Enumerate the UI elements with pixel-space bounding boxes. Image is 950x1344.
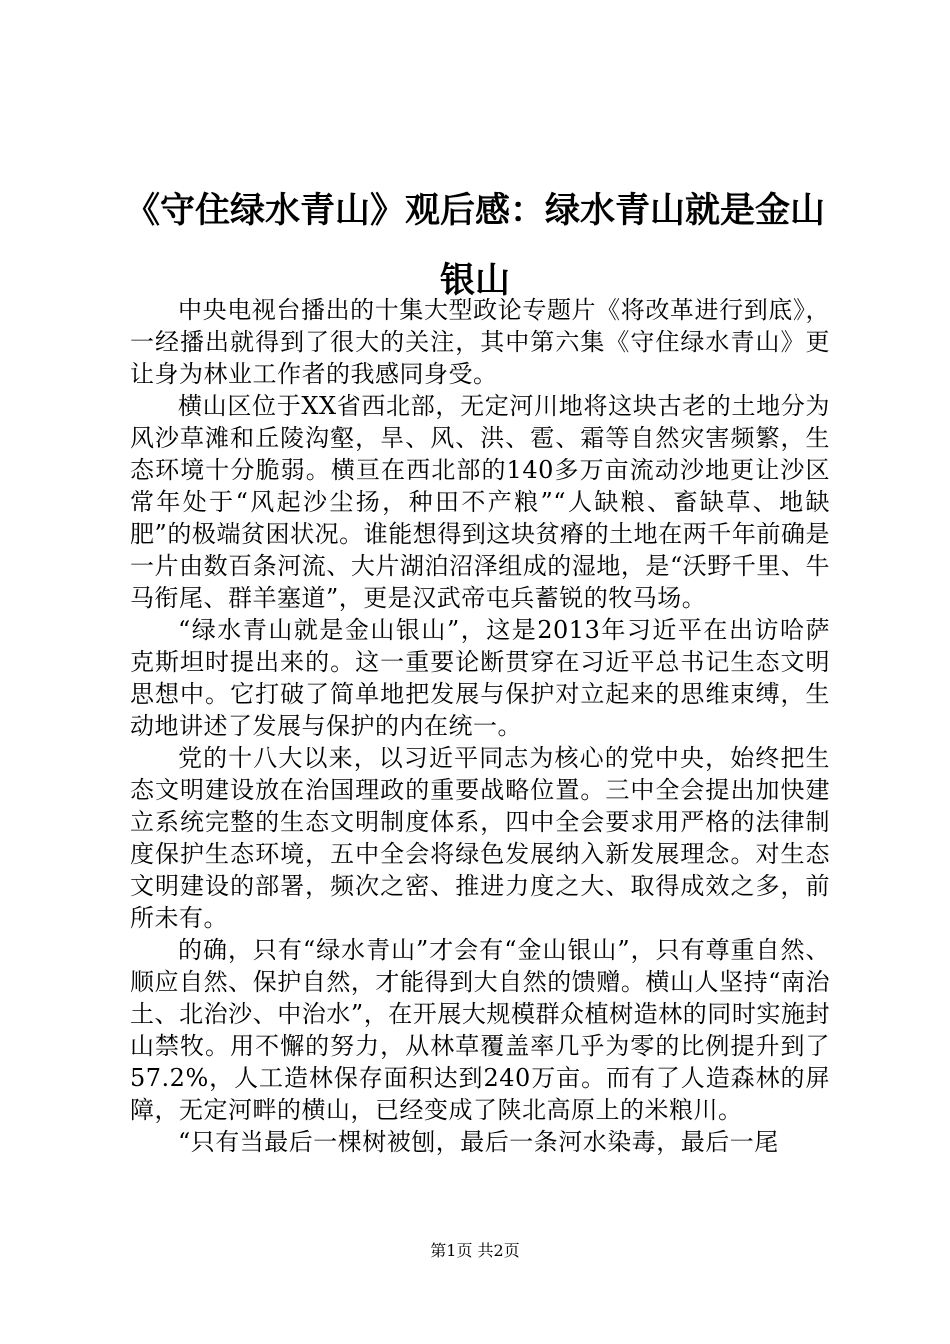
paragraph-3: “绿水青山就是金山银山”，这是2013年习近平在出访哈萨克斯坦时提出来的。这一重要论断贯穿在习近平总书记生态文明思想中。它打破了简单地把发展与保护对立起来的思维束缚，生动地讲述了发展与保护的内在统一。 (130, 616, 830, 740)
paragraph-1: 中央电视台播出的十集大型政论专题片《将改革进行到底》，一经播出就得到了很大的关注，其中第六集《守住绿水青山》更让身为林业工作者的我感同身受。 (130, 296, 830, 388)
paragraph-4: 党的十八大以来，以习近平同志为核心的党中央，始终把生态文明建设放在治国理政的重要战略位置。三中全会提出加快建立系统完整的生态文明制度体系，四中全会要求用严格的法律制度保护生态环境，五中全会将绿色发展纳入新发展理念。对生态文明建设的部署，频次之密、推进力度之大、取得成效之多，前所未有。 (130, 744, 830, 932)
page-footer: 第1页 共2页 (430, 1241, 520, 1260)
paragraph-2: 横山区位于XX省西北部，无定河川地将这块古老的土地分为风沙草滩和丘陵沟壑，旱、风、洪、雹、霜等自然灾害频繁，生态环境十分脆弱。横亘在西北部的140多万亩流动沙地更让沙区常年处于“风起沙尘扬，种田不产粮”“人缺粮、畜缺草、地缺肥”的极端贫困状况。谁能想得到这块贫瘠的土地在两千年前确是一片由数百条河流、大片湖泊沼泽组成的湿地，是“沃野千里、牛马衔尾、群羊塞道”，更是汉武帝屯兵蓄锐的牧马场。 (130, 392, 830, 612)
paragraph-6: “只有当最后一棵树被刨，最后一条河水染毒，最后一尾 (178, 1128, 779, 1156)
paragraph-5: 的确，只有“绿水青山”才会有“金山银山”，只有尊重自然、顺应自然、保护自然，才能得到大自然的馈赠。横山人坚持“南治土、北治沙、中治水”，在开展大规模群众植树造林的同时实施封山禁牧。用不懈的努力，从林草覆盖率几乎为零的比例提升到了57.2%，人工造林保存面积达到240万亩。而有了人造森林的屏障，无定河畔的横山，已经变成了陕北高原上的米粮川。 (130, 936, 830, 1124)
document-body (130, 294, 830, 1158)
document-title: 《守住绿水青山》观后感：绿水青山就是金山银山 (124, 190, 825, 301)
